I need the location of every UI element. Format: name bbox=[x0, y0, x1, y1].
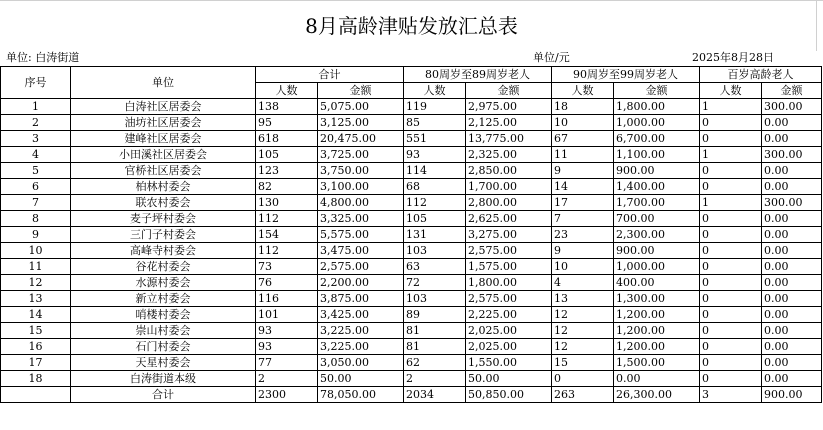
cell-unit-name: 高峰寺村委会 bbox=[71, 243, 256, 259]
cell-80-amount: 3,275.00 bbox=[466, 227, 552, 243]
cell-80-people: 103 bbox=[404, 243, 466, 259]
cell-total-amount: 2,575.00 bbox=[318, 259, 404, 275]
cell-total-amount: 4,800.00 bbox=[318, 195, 404, 211]
table-row bbox=[1, 291, 822, 307]
cell-100-amount: 0.00 bbox=[762, 115, 822, 131]
cell-total-amount: 5,075.00 bbox=[318, 99, 404, 115]
header-group-90-99: 90周岁至99周岁老人 bbox=[552, 67, 700, 83]
cell-90-amount: 700.00 bbox=[614, 211, 700, 227]
cell-80-amount: 1,700.00 bbox=[466, 179, 552, 195]
cell-seq: 4 bbox=[1, 147, 71, 163]
cell-total-people: 130 bbox=[256, 195, 318, 211]
cell-80-people: 81 bbox=[404, 323, 466, 339]
cell-total-people: 116 bbox=[256, 291, 318, 307]
cell-total-amount: 20,475.00 bbox=[318, 131, 404, 147]
header-unit: 单位 bbox=[71, 67, 256, 99]
cell-100-amount: 0.00 bbox=[762, 163, 822, 179]
cell-90-people: 18 bbox=[552, 99, 614, 115]
cell-unit-name: 天星村委会 bbox=[71, 355, 256, 371]
cell-seq: 15 bbox=[1, 323, 71, 339]
cell-total-people: 138 bbox=[256, 99, 318, 115]
cell-80-amount: 2,025.00 bbox=[466, 323, 552, 339]
cell-100-amount: 0.00 bbox=[762, 259, 822, 275]
cell-90-amount: 1,200.00 bbox=[614, 307, 700, 323]
cell-90-amount: 1,800.00 bbox=[614, 99, 700, 115]
cell-total-amount: 3,750.00 bbox=[318, 163, 404, 179]
cell-100-people: 0 bbox=[700, 227, 762, 243]
cell-80-people: 103 bbox=[404, 291, 466, 307]
cell-unit-name: 麦子坪村委会 bbox=[71, 211, 256, 227]
cell-100-people: 0 bbox=[700, 179, 762, 195]
cell-90-amount: 1,100.00 bbox=[614, 147, 700, 163]
cell-80-people: 105 bbox=[404, 211, 466, 227]
cell-unit-name: 小田溪社区居委会 bbox=[71, 147, 256, 163]
header-group-80-89: 80周岁至89周岁老人 bbox=[404, 67, 552, 83]
total-cell-a80: 50,850.00 bbox=[466, 387, 552, 403]
cell-total-amount: 3,725.00 bbox=[318, 147, 404, 163]
cell-100-amount: 0.00 bbox=[762, 179, 822, 195]
cell-90-amount: 900.00 bbox=[614, 243, 700, 259]
cell-80-amount: 2,800.00 bbox=[466, 195, 552, 211]
money-unit-label: 单位/元 bbox=[533, 51, 570, 64]
header-amount: 金额 bbox=[614, 83, 700, 99]
cell-seq: 12 bbox=[1, 275, 71, 291]
cell-total-amount: 3,325.00 bbox=[318, 211, 404, 227]
cell-unit-name: 哨楼村委会 bbox=[71, 307, 256, 323]
cell-100-amount: 0.00 bbox=[762, 291, 822, 307]
cell-100-amount: 0.00 bbox=[762, 323, 822, 339]
cell-90-amount: 1,200.00 bbox=[614, 339, 700, 355]
table-row bbox=[1, 227, 822, 243]
cell-unit-name: 谷花村委会 bbox=[71, 259, 256, 275]
table-row bbox=[1, 195, 822, 211]
header-people: 人数 bbox=[256, 83, 318, 99]
total-cell-p80: 2034 bbox=[404, 387, 466, 403]
table-row bbox=[1, 243, 822, 259]
cell-total-people: 101 bbox=[256, 307, 318, 323]
cell-total-amount: 3,225.00 bbox=[318, 323, 404, 339]
total-label: 合计 bbox=[71, 387, 256, 403]
cell-100-people: 0 bbox=[700, 163, 762, 179]
cell-90-amount: 900.00 bbox=[614, 163, 700, 179]
cell-100-people: 0 bbox=[700, 307, 762, 323]
cell-100-amount: 0.00 bbox=[762, 211, 822, 227]
cell-seq: 7 bbox=[1, 195, 71, 211]
table-row bbox=[1, 163, 822, 179]
cell-80-people: 551 bbox=[404, 131, 466, 147]
cell-100-people: 0 bbox=[700, 131, 762, 147]
cell-total-amount: 3,475.00 bbox=[318, 243, 404, 259]
cell-80-amount: 2,575.00 bbox=[466, 291, 552, 307]
cell-100-people: 0 bbox=[700, 291, 762, 307]
total-cell-p100: 3 bbox=[700, 387, 762, 403]
cell-80-people: 119 bbox=[404, 99, 466, 115]
header-group-total: 合计 bbox=[256, 67, 404, 83]
table-row bbox=[1, 323, 822, 339]
cell-80-amount: 2,625.00 bbox=[466, 211, 552, 227]
cell-total-amount: 3,100.00 bbox=[318, 179, 404, 195]
cell-90-amount: 1,700.00 bbox=[614, 195, 700, 211]
allowance-summary-table bbox=[0, 66, 822, 403]
cell-80-people: 2 bbox=[404, 371, 466, 387]
cell-unit-name: 三门子村委会 bbox=[71, 227, 256, 243]
cell-90-people: 67 bbox=[552, 131, 614, 147]
cell-100-amount: 0.00 bbox=[762, 355, 822, 371]
cell-unit-name: 建峰社区居委会 bbox=[71, 131, 256, 147]
cell-total-amount: 3,875.00 bbox=[318, 291, 404, 307]
table-row bbox=[1, 339, 822, 355]
cell-100-amount: 0.00 bbox=[762, 131, 822, 147]
cell-total-amount: 5,575.00 bbox=[318, 227, 404, 243]
cell-seq: 17 bbox=[1, 355, 71, 371]
cell-90-people: 11 bbox=[552, 147, 614, 163]
cell-100-amount: 300.00 bbox=[762, 147, 822, 163]
cell-80-amount: 1,575.00 bbox=[466, 259, 552, 275]
total-cell-a100: 900.00 bbox=[762, 387, 822, 403]
cell-100-people: 1 bbox=[700, 195, 762, 211]
cell-80-people: 72 bbox=[404, 275, 466, 291]
header-row-groups bbox=[1, 67, 822, 83]
cell-unit-name: 石门村委会 bbox=[71, 339, 256, 355]
total-row bbox=[1, 387, 822, 403]
sheet-title bbox=[0, 0, 823, 51]
cell-total-people: 123 bbox=[256, 163, 318, 179]
cell-80-people: 89 bbox=[404, 307, 466, 323]
cell-90-people: 10 bbox=[552, 115, 614, 131]
cell-100-amount: 0.00 bbox=[762, 227, 822, 243]
cell-100-people: 0 bbox=[700, 243, 762, 259]
cell-total-amount: 3,050.00 bbox=[318, 355, 404, 371]
cell-100-amount: 0.00 bbox=[762, 275, 822, 291]
cell-100-people: 0 bbox=[700, 355, 762, 371]
cell-80-amount: 2,225.00 bbox=[466, 307, 552, 323]
cell-80-people: 68 bbox=[404, 179, 466, 195]
header-seq: 序号 bbox=[1, 67, 71, 99]
cell-total-people: 93 bbox=[256, 339, 318, 355]
cell-seq: 6 bbox=[1, 179, 71, 195]
cell-total-people: 618 bbox=[256, 131, 318, 147]
header-people: 人数 bbox=[404, 83, 466, 99]
cell-100-amount: 300.00 bbox=[762, 99, 822, 115]
cell-total-amount: 3,225.00 bbox=[318, 339, 404, 355]
cell-total-amount: 2,200.00 bbox=[318, 275, 404, 291]
cell-100-people: 0 bbox=[700, 275, 762, 291]
total-cell-p90: 263 bbox=[552, 387, 614, 403]
cell-80-amount: 2,125.00 bbox=[466, 115, 552, 131]
cell-80-amount: 2,575.00 bbox=[466, 243, 552, 259]
cell-100-people: 0 bbox=[700, 211, 762, 227]
cell-80-people: 131 bbox=[404, 227, 466, 243]
cell-100-amount: 0.00 bbox=[762, 243, 822, 259]
cell-90-people: 9 bbox=[552, 163, 614, 179]
cell-unit-name: 白涛街道本级 bbox=[71, 371, 256, 387]
cell-100-amount: 0.00 bbox=[762, 307, 822, 323]
header-amount: 金额 bbox=[318, 83, 404, 99]
cell-90-amount: 1,000.00 bbox=[614, 259, 700, 275]
cell-90-amount: 1,300.00 bbox=[614, 291, 700, 307]
cell-seq: 16 bbox=[1, 339, 71, 355]
cell-seq: 18 bbox=[1, 371, 71, 387]
cell-seq: 9 bbox=[1, 227, 71, 243]
table-row bbox=[1, 99, 822, 115]
cell-90-people: 0 bbox=[552, 371, 614, 387]
cell-total-people: 73 bbox=[256, 259, 318, 275]
cell-90-amount: 1,500.00 bbox=[614, 355, 700, 371]
cell-unit-name: 水源村委会 bbox=[71, 275, 256, 291]
cell-80-people: 81 bbox=[404, 339, 466, 355]
cell-90-people: 23 bbox=[552, 227, 614, 243]
cell-100-people: 1 bbox=[700, 99, 762, 115]
cell-100-people: 0 bbox=[700, 115, 762, 131]
cell-90-people: 12 bbox=[552, 307, 614, 323]
table-row bbox=[1, 275, 822, 291]
cell-90-people: 12 bbox=[552, 339, 614, 355]
cell-80-people: 62 bbox=[404, 355, 466, 371]
cell-90-amount: 2,300.00 bbox=[614, 227, 700, 243]
cell-total-people: 112 bbox=[256, 211, 318, 227]
cell-80-amount: 2,975.00 bbox=[466, 99, 552, 115]
cell-90-amount: 1,400.00 bbox=[614, 179, 700, 195]
date-label: 2025年8月28日 bbox=[692, 51, 774, 64]
cell-100-people: 1 bbox=[700, 147, 762, 163]
table-row bbox=[1, 211, 822, 227]
sheet-title-text: 8月高龄津贴发放汇总表 bbox=[305, 14, 518, 38]
cell-seq: 11 bbox=[1, 259, 71, 275]
cell-80-people: 112 bbox=[404, 195, 466, 211]
cell-100-people: 0 bbox=[700, 371, 762, 387]
cell-seq bbox=[1, 387, 71, 403]
cell-total-people: 154 bbox=[256, 227, 318, 243]
cell-seq: 1 bbox=[1, 99, 71, 115]
table-row bbox=[1, 355, 822, 371]
cell-90-amount: 1,200.00 bbox=[614, 323, 700, 339]
cell-total-people: 95 bbox=[256, 115, 318, 131]
cell-90-people: 13 bbox=[552, 291, 614, 307]
table-row bbox=[1, 147, 822, 163]
cell-90-people: 12 bbox=[552, 323, 614, 339]
cell-90-amount: 6,700.00 bbox=[614, 131, 700, 147]
sheet-meta-row bbox=[0, 50, 823, 66]
header-people: 人数 bbox=[700, 83, 762, 99]
cell-90-people: 4 bbox=[552, 275, 614, 291]
cell-unit-name: 白涛社区居委会 bbox=[71, 99, 256, 115]
cell-100-people: 0 bbox=[700, 323, 762, 339]
cell-90-amount: 400.00 bbox=[614, 275, 700, 291]
cell-80-amount: 50.00 bbox=[466, 371, 552, 387]
table-row bbox=[1, 115, 822, 131]
cell-total-people: 105 bbox=[256, 147, 318, 163]
cell-seq: 13 bbox=[1, 291, 71, 307]
cell-100-amount: 0.00 bbox=[762, 339, 822, 355]
cell-seq: 5 bbox=[1, 163, 71, 179]
cell-80-people: 85 bbox=[404, 115, 466, 131]
cell-90-people: 7 bbox=[552, 211, 614, 227]
title-right-gridline bbox=[816, 1, 817, 51]
cell-80-people: 114 bbox=[404, 163, 466, 179]
cell-80-amount: 2,850.00 bbox=[466, 163, 552, 179]
cell-unit-name: 官桥社区居委会 bbox=[71, 163, 256, 179]
cell-total-people: 76 bbox=[256, 275, 318, 291]
cell-80-people: 93 bbox=[404, 147, 466, 163]
cell-90-amount: 1,000.00 bbox=[614, 115, 700, 131]
header-group-100: 百岁高龄老人 bbox=[700, 67, 822, 83]
cell-total-people: 112 bbox=[256, 243, 318, 259]
cell-unit-name: 柏林村委会 bbox=[71, 179, 256, 195]
cell-seq: 2 bbox=[1, 115, 71, 131]
cell-total-amount: 3,425.00 bbox=[318, 307, 404, 323]
total-cell-a90: 26,300.00 bbox=[614, 387, 700, 403]
cell-seq: 10 bbox=[1, 243, 71, 259]
header-amount: 金额 bbox=[466, 83, 552, 99]
header-people: 人数 bbox=[552, 83, 614, 99]
table-row bbox=[1, 307, 822, 323]
cell-80-amount: 2,325.00 bbox=[466, 147, 552, 163]
total-cell-tp: 2300 bbox=[256, 387, 318, 403]
table-row bbox=[1, 371, 822, 387]
header-amount: 金额 bbox=[762, 83, 822, 99]
cell-total-people: 82 bbox=[256, 179, 318, 195]
cell-80-people: 63 bbox=[404, 259, 466, 275]
unit-label: 单位: 白涛街道 bbox=[6, 51, 80, 64]
cell-unit-name: 联农村委会 bbox=[71, 195, 256, 211]
cell-90-people: 15 bbox=[552, 355, 614, 371]
cell-90-people: 9 bbox=[552, 243, 614, 259]
table-row bbox=[1, 259, 822, 275]
cell-100-amount: 300.00 bbox=[762, 195, 822, 211]
cell-seq: 3 bbox=[1, 131, 71, 147]
cell-total-people: 93 bbox=[256, 323, 318, 339]
total-cell-ta: 78,050.00 bbox=[318, 387, 404, 403]
cell-80-amount: 1,800.00 bbox=[466, 275, 552, 291]
cell-unit-name: 崇山村委会 bbox=[71, 323, 256, 339]
cell-80-amount: 2,025.00 bbox=[466, 339, 552, 355]
cell-total-people: 77 bbox=[256, 355, 318, 371]
cell-80-amount: 1,550.00 bbox=[466, 355, 552, 371]
cell-100-amount: 0.00 bbox=[762, 371, 822, 387]
cell-90-people: 14 bbox=[552, 179, 614, 195]
table-body bbox=[1, 99, 822, 403]
cell-unit-name: 新立村委会 bbox=[71, 291, 256, 307]
cell-90-amount: 0.00 bbox=[614, 371, 700, 387]
cell-90-people: 17 bbox=[552, 195, 614, 211]
cell-100-people: 0 bbox=[700, 259, 762, 275]
cell-total-people: 2 bbox=[256, 371, 318, 387]
cell-total-amount: 50.00 bbox=[318, 371, 404, 387]
table-row bbox=[1, 131, 822, 147]
cell-seq: 14 bbox=[1, 307, 71, 323]
cell-unit-name: 油坊社区居委会 bbox=[71, 115, 256, 131]
cell-total-amount: 3,125.00 bbox=[318, 115, 404, 131]
cell-100-people: 0 bbox=[700, 339, 762, 355]
cell-seq: 8 bbox=[1, 211, 71, 227]
cell-90-people: 10 bbox=[552, 259, 614, 275]
table-row bbox=[1, 179, 822, 195]
cell-80-amount: 13,775.00 bbox=[466, 131, 552, 147]
